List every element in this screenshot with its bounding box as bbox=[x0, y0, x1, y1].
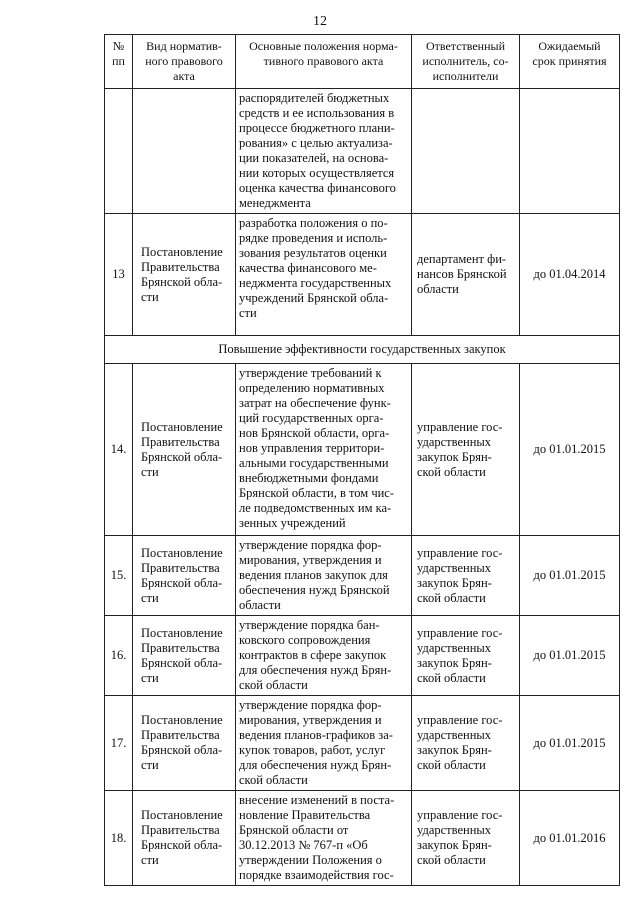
row-content: разработка положения о по- рядке проведения и исполь- зования результатов оценки качества финансового ме- неджмента государственных учреждений Брянской обла- сти bbox=[236, 214, 412, 336]
row-responsible bbox=[412, 89, 520, 214]
row-content: утверждение порядка фор- мирования, утверждения и ведения планов закупок для обеспечения нужд Брянской области bbox=[236, 536, 412, 616]
row-responsible: управление гос- ударственных закупок Брян- ской области bbox=[412, 616, 520, 696]
row-act-type: Постановление Правительства Брянской обла- сти bbox=[133, 616, 236, 696]
header-deadline: Ожидаемый срок принятия bbox=[520, 35, 620, 89]
row-deadline bbox=[520, 89, 620, 214]
row-num: 13 bbox=[105, 214, 133, 336]
row-act-type bbox=[133, 89, 236, 214]
table-row bbox=[105, 696, 620, 791]
row-act-type: Постановление Правительства Брянской обла- сти bbox=[133, 364, 236, 536]
row-responsible: управление гос- ударственных закупок Брян- ской области bbox=[412, 791, 520, 886]
table-row bbox=[105, 791, 620, 886]
row-content: утверждение порядка фор- мирования, утверждения и ведения планов-графиков за- купок товаров, работ, услуг для обеспечения нужд Брян- ской области bbox=[236, 696, 412, 791]
row-num: 16. bbox=[105, 616, 133, 696]
row-num: 17. bbox=[105, 696, 133, 791]
row-deadline: до 01.01.2015 bbox=[520, 364, 620, 536]
row-content: утверждение требований к определению нормативных затрат на обеспечение функ- ций государственных орга- нов Брянской области, орга- нов управления территори- альными государственными внебюджетными фондами Брянской области, в том чис- ле подведомственных им ка- зенных учреждений bbox=[236, 364, 412, 536]
row-responsible: департамент фи- нансов Брянской области bbox=[412, 214, 520, 336]
row-responsible: управление гос- ударственных закупок Брян- ской области bbox=[412, 364, 520, 536]
row-deadline: до 01.01.2015 bbox=[520, 536, 620, 616]
section-row bbox=[105, 336, 620, 364]
row-deadline: до 01.01.2016 bbox=[520, 791, 620, 886]
header-responsible: Ответственный исполнитель, со- исполнители bbox=[412, 35, 520, 89]
table-header-row bbox=[105, 35, 620, 89]
row-num: 15. bbox=[105, 536, 133, 616]
page-number: 12 bbox=[313, 14, 327, 29]
header-num: № пп bbox=[105, 35, 133, 89]
row-content: распорядителей бюджетных средств и ее использования в процессе бюджетного плани- рования» с целью актуализа- ции показателей, на основа- нии которых осуществляется оценка качества финансового менеджмента bbox=[236, 89, 412, 214]
row-act-type: Постановление Правительства Брянской обла- сти bbox=[133, 536, 236, 616]
row-content: внесение изменений в поста- новление Правительства Брянской области от 30.12.2013 № 767-п «Об утверждении Положения о порядке взаимодействия гос- bbox=[236, 791, 412, 886]
row-num: 14. bbox=[105, 364, 133, 536]
row-num: 18. bbox=[105, 791, 133, 886]
row-responsible: управление гос- ударственных закупок Брян- ской области bbox=[412, 536, 520, 616]
row-num bbox=[105, 89, 133, 214]
legislation-plan-table bbox=[104, 34, 620, 886]
row-act-type: Постановление Правительства Брянской обла- сти bbox=[133, 791, 236, 886]
header-content: Основные положения норма- тивного правового акта bbox=[236, 35, 412, 89]
row-deadline: до 01.01.2015 bbox=[520, 616, 620, 696]
row-responsible: управление гос- ударственных закупок Брян- ской области bbox=[412, 696, 520, 791]
row-deadline: до 01.04.2014 bbox=[520, 214, 620, 336]
row-act-type: Постановление Правительства Брянской обла- сти bbox=[133, 696, 236, 791]
table-row bbox=[105, 536, 620, 616]
table-row bbox=[105, 616, 620, 696]
table-row bbox=[105, 214, 620, 336]
row-deadline: до 01.01.2015 bbox=[520, 696, 620, 791]
section-title: Повышение эффективности государственных закупок bbox=[105, 336, 620, 364]
row-content: утверждение порядка бан- ковского сопровождения контрактов в сфере закупок для обеспечения нужд Брян- ской области bbox=[236, 616, 412, 696]
row-act-type: Постановление Правительства Брянской обла- сти bbox=[133, 214, 236, 336]
table-row bbox=[105, 364, 620, 536]
header-act-type: Вид норматив- ного правового акта bbox=[133, 35, 236, 89]
table-row bbox=[105, 89, 620, 214]
